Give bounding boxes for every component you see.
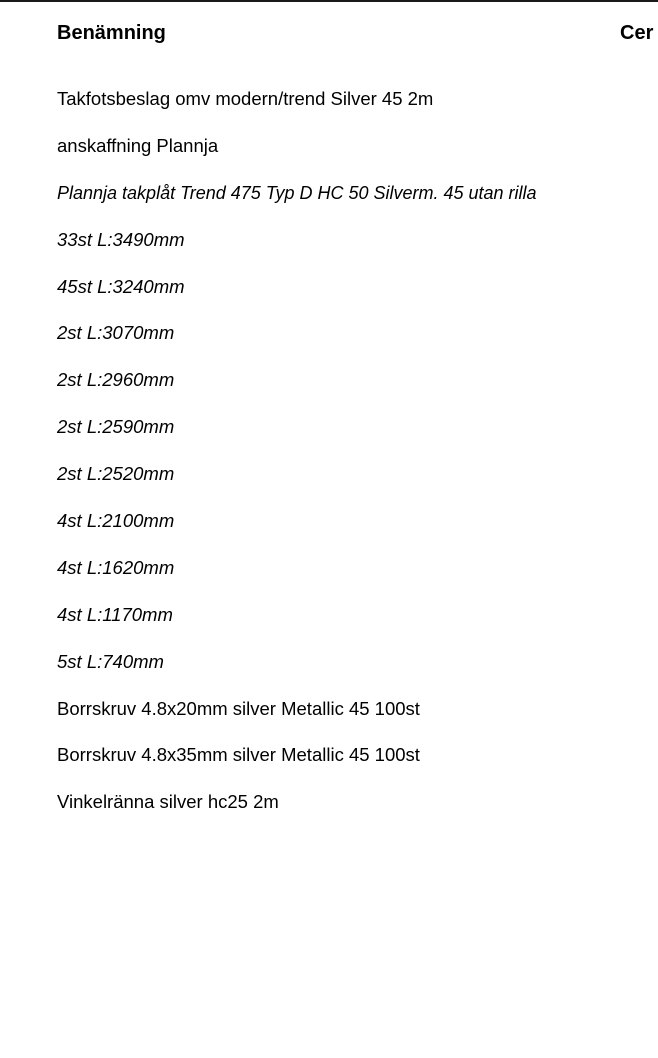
column-header-truncated: Cer [620,22,654,44]
list-item: Borrskruv 4.8x20mm silver Metallic 45 100st [57,697,420,719]
list-item: 4st L:1620mm [57,556,175,578]
list-item: 2st L:2960mm [57,369,175,391]
item-list [57,86,657,836]
list-item: 33st L:3490mm [57,228,185,250]
list-item: 5st L:740mm [57,650,164,672]
list-item: 4st L:2100mm [57,510,175,532]
list-item: anskaffning Plannja [57,134,219,156]
list-item: 45st L:3240mm [57,275,185,297]
list-item: 2st L:2520mm [57,463,175,485]
list-item: Vinkelränna silver hc25 2m [57,791,279,813]
column-header-name: Benämning [57,22,166,44]
list-item: 2st L:3070mm [57,322,175,344]
list-item: 2st L:2590mm [57,416,175,438]
list-item: Takfotsbeslag omv modern/trend Silver 45 2m [57,88,434,109]
top-divider [0,0,658,2]
list-item: Borrskruv 4.8x35mm silver Metallic 45 100st [57,744,420,766]
table-header [0,22,658,52]
list-item: 4st L:1170mm [57,603,173,625]
list-item: Plannja takplåt Trend 475 Typ D HC 50 Silverm. 45 utan rilla [57,182,537,203]
